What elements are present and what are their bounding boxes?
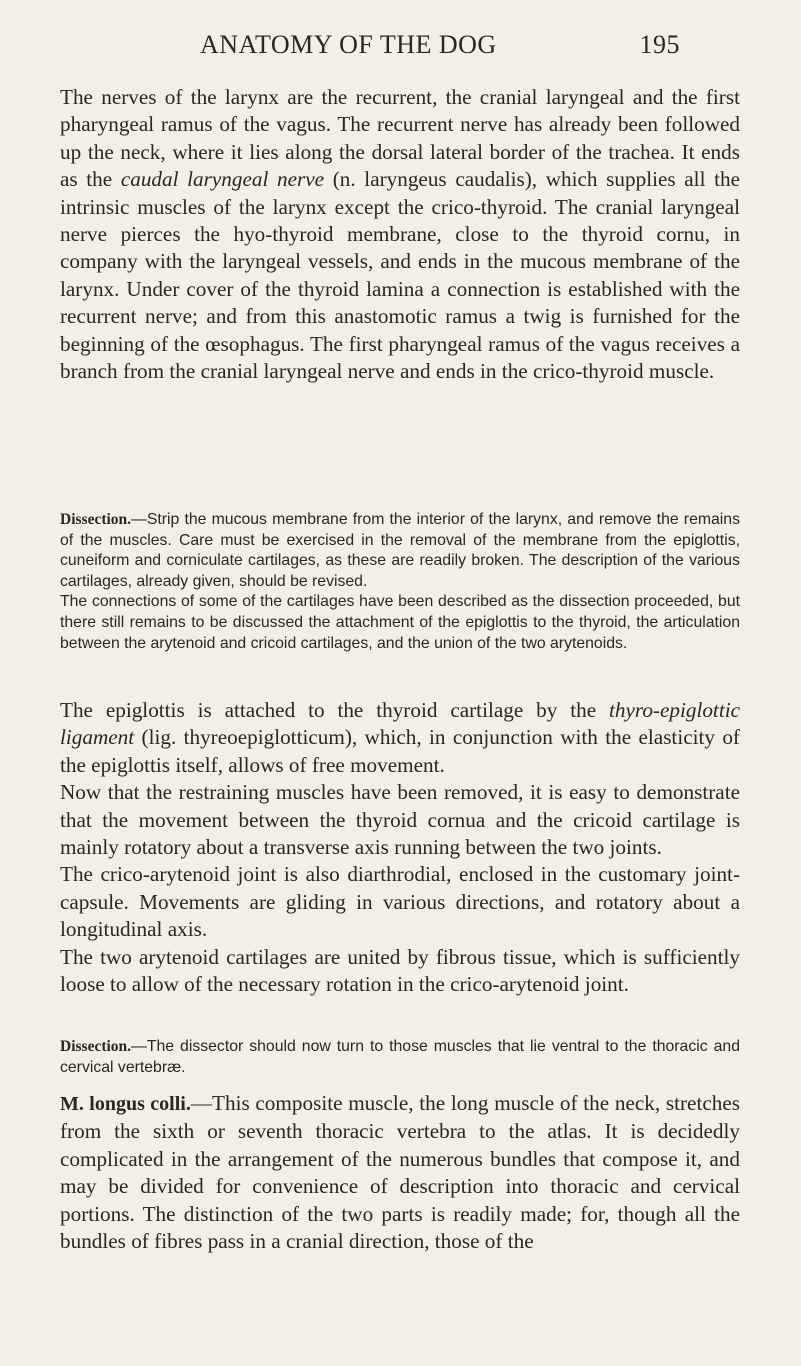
header-title: ANATOMY OF THE DOG — [200, 30, 497, 59]
dissection-label: Dissection. — [60, 511, 132, 528]
dissection-note-1: Dissection.—Strip the mucous membrane from the interior of the larynx, and remove the remains of the muscles. Care must be exercised in the removal of the membrane from the epiglottis, cuneiform and corniculate cartilages, as these are readily broken. The description of the various cartilages, already given, should be revised. The connections of some of the cartilages have been described as the dissection proceeded, but there still remains to be discussed the attachment of the epiglottis to the thyroid, the articulation between the arytenoid and cricoid cartilages, and the union of the two arytenoids. — [60, 510, 740, 654]
dissection-label: Dissection. — [60, 1038, 132, 1055]
paragraph-laryngeal-nerves: The nerves of the larynx are the recurrent, the cranial laryngeal and the first pharyngeal ramus of the vagus. The recurrent nerve has already been followed up the neck, where it lies along the dorsal lateral border of the trachea. It ends as the caudal laryngeal nerve (n. laryngeus caudalis), which supplies all the intrinsic muscles of the larynx except the crico-thyroid. The cranial laryngeal nerve pierces the hyo-thyroid membrane, close to the thyroid cornu, in company with the laryngeal vessels, and ends in the mucous membrane of the larynx. Under cover of the thyroid lamina a connection is established with the recurrent nerve; and from this anastomotic ramus a twig is furnished for the beginning of the œsophagus. The first pharyngeal ramus of the vagus receives a branch from the cranial laryngeal nerve and ends in the crico-thyroid muscle. — [60, 85, 740, 384]
paragraph-epiglottis: The epiglottis is attached to the thyroid cartilage by the thyro-epiglottic ligament (lig. thyreoepiglotticum), which, in conjunction with the elasticity of the epiglottis itself, allows of free movement. Now that the restraining muscles have been removed, it is easy to demonstrate that the movement between the thyroid cornua and the cricoid cartilage is mainly rotatory about a transverse axis running between the two joints. The crico-arytenoid joint is also diarthrodial, enclosed in the customary joint-capsule. Movements are gliding in various directions, and rotatory about a longitudinal axis. The two arytenoid cartilages are united by fibrous tissue, which is sufficiently loose to allow of the necessary rotation in the crico-arytenoid joint. — [60, 697, 740, 998]
page-number: 195 — [639, 30, 680, 59]
paragraph-arytenoid-union: The two arytenoid cartilages are united by fibrous tissue, which is sufficiently loose to allow of the necessary rotation in the crico-arytenoid joint. — [60, 944, 740, 997]
term-thyro-epiglottic-ligament: thyro-epiglottic ligament — [60, 698, 740, 750]
dissection-note-2: The connections of some of the cartilages have been described as the dissection proceeded, but there still remains to be discussed the attachment of the epiglottis to the thyroid, the articulation between the arytenoid and cricoid cartilages, and the union of the two arytenoids. — [60, 593, 740, 652]
dissection-note-3: Dissection.—The dissector should now turn to those muscles that lie ventral to the thoracic and cervical vertebræ. — [60, 1038, 740, 1076]
paragraph-crico-arytenoid: The crico-arytenoid joint is also diarthrodial, enclosed in the customary joint-capsule. Movements are gliding in various directions, and rotatory about a longitudinal axis. — [60, 862, 740, 942]
term-caudal-laryngeal-nerve: caudal laryngeal nerve — [120, 167, 325, 192]
paragraph-thyroid-movement: Now that the restraining muscles have been removed, it is easy to demonstrate that the movement between the thyroid cornua and the cricoid cartilage is mainly rotatory about a transverse axis running between the two joints. — [60, 780, 740, 860]
paragraph-longus-colli: M. longus colli.—This composite muscle, the long muscle of the neck, stretches from the sixth or seventh thoracic vertebra to the atlas. It is decidedly complicated in the arrangement of the numerous bundles that compose it, and may be divided for convenience of description into thoracic and cervical portions. The distinction of the two parts is readily made; for, though all the bundles of fibres pass in a cranial direction, those of the — [60, 1091, 740, 1254]
muscle-heading: M. longus colli. — [60, 1093, 191, 1115]
